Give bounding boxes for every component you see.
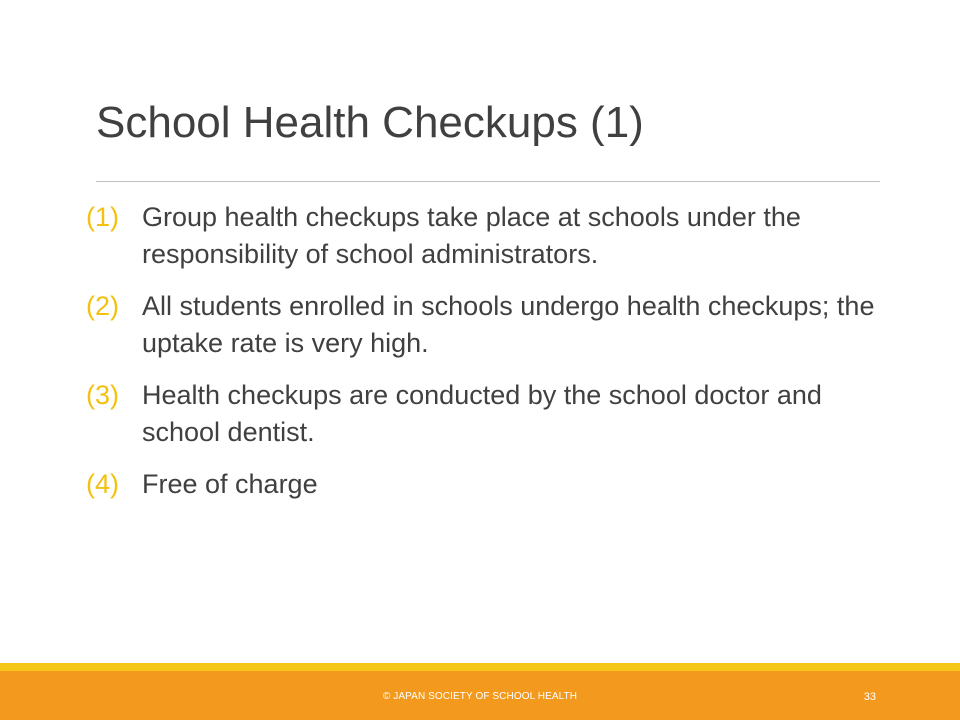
list-item-text: Free of charge (142, 469, 318, 499)
list-item-text: Group health checkups take place at schools under the responsibility of school administrators. (142, 202, 801, 269)
footer-accent-stripe (0, 663, 960, 671)
list-item (86, 377, 886, 451)
list-item-number: (2) (86, 291, 119, 321)
slide-title: School Health Checkups (1) (96, 98, 644, 147)
list-item-text: All students enrolled in schools undergo health checkups; the uptake rate is very high. (142, 291, 875, 358)
footer-copyright: © JAPAN SOCIETY OF SCHOOL HEALTH (382, 691, 578, 702)
list-item (86, 288, 886, 362)
list-item (86, 466, 886, 503)
footer-bar (0, 671, 960, 720)
list-item-number: (4) (86, 469, 119, 499)
list-item-number: (1) (86, 202, 119, 232)
page-number: 33 (863, 691, 876, 703)
list-item-text: Health checkups are conducted by the school doctor and school dentist. (142, 380, 822, 447)
list-item (86, 199, 886, 273)
title-divider (96, 181, 880, 182)
numbered-list (86, 199, 886, 518)
list-item-number: (3) (86, 380, 119, 410)
